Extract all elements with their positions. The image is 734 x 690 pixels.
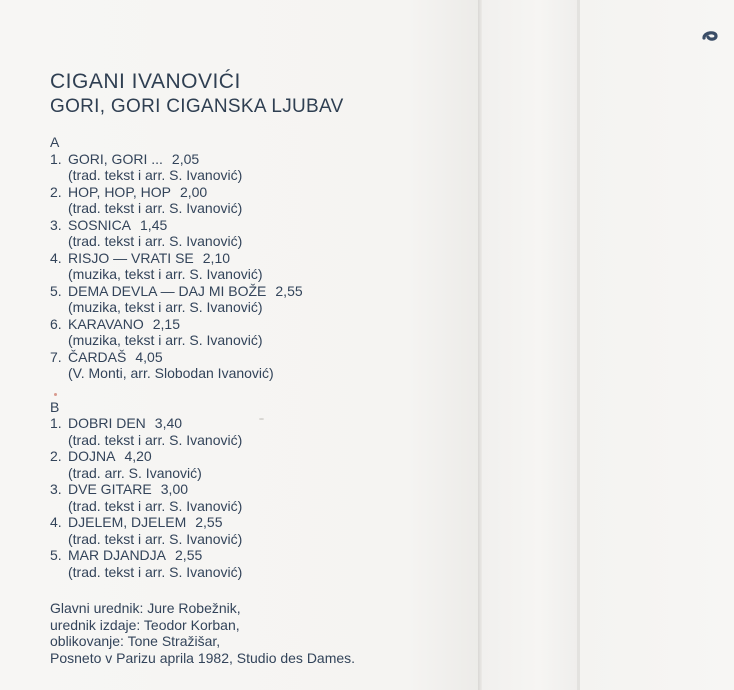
track-number: 2.	[50, 448, 62, 464]
track-number: 2.	[50, 183, 62, 200]
track-credit: (trad. tekst i arr. S. Ivanović)	[68, 431, 243, 448]
track-duration: 3,40	[154, 415, 183, 431]
track-duration: 4,20	[124, 448, 152, 464]
side-label: A	[50, 134, 60, 150]
track-title: HOP, HOP, HOP	[68, 183, 171, 200]
track-duration: 2,55	[275, 282, 303, 299]
footer-line: urednik izdaje: Teodor Korban,	[50, 616, 240, 633]
track-credit: (trad. tekst i arr. S. Ivanović)	[68, 167, 243, 183]
track-title: ČARDAŠ	[68, 348, 127, 365]
side-label: B	[50, 398, 60, 415]
curl-mark-icon	[700, 24, 720, 44]
track-credit: (trad. tekst i arr. S. Ivanović)	[68, 530, 243, 547]
track-line	[50, 481, 470, 498]
track-title: MAR DJANDJA	[68, 547, 167, 563]
footer-line: Posneto v Parizu aprila 1982, Studio des Dames.	[50, 649, 356, 666]
album-artist: CIGANI IVANOVIĆI	[50, 70, 241, 93]
track-title: DEMA DEVLA — DAJ MI BOŽE	[68, 282, 267, 299]
insert-flap-panel	[580, 0, 734, 690]
track-title: DJELEM, DJELEM	[68, 514, 187, 530]
footer-line: oblikovanje: Tone Stražišar,	[50, 633, 221, 649]
credits-footer	[50, 600, 355, 666]
track-credit: (trad. arr. S. Ivanović)	[68, 464, 202, 481]
track-title: RISJO — VRATI SE	[68, 249, 194, 266]
track-number: 4.	[50, 249, 62, 266]
track-item	[50, 481, 470, 514]
track-number: 6.	[50, 315, 62, 332]
track-item	[50, 283, 470, 316]
insert-spine-panel	[482, 0, 578, 690]
track-credit: (V. Monti, arr. Slobodan Ivanović)	[68, 365, 274, 381]
track-duration: 3,00	[160, 481, 189, 497]
track-line	[50, 547, 470, 564]
track-duration: 2,55	[195, 514, 223, 530]
track-line	[50, 514, 470, 531]
track-item	[50, 184, 470, 217]
track-line	[50, 415, 470, 432]
track-item	[50, 217, 470, 250]
track-number: 5.	[50, 282, 62, 299]
footer-line: Glavni urednik: Jure Robežnik,	[50, 600, 241, 616]
track-number: 1.	[50, 150, 62, 167]
track-line	[50, 316, 470, 333]
track-line	[50, 349, 470, 366]
track-line	[50, 151, 470, 168]
track-number: 4.	[50, 514, 62, 530]
track-credit: (trad. tekst i arr. S. Ivanović)	[68, 233, 243, 249]
track-credit: (muzika, tekst i arr. S. Ivanović)	[68, 266, 263, 282]
track-title: DVE GITARE	[68, 481, 152, 497]
track-item	[50, 250, 470, 283]
track-number: 5.	[50, 547, 62, 563]
track-credit: (trad. tekst i arr. S. Ivanović)	[68, 497, 243, 514]
track-title: KARAVANO	[68, 315, 144, 332]
track-line	[50, 250, 470, 267]
track-duration: 2,10	[202, 249, 231, 266]
track-title: DOBRI DEN	[68, 415, 146, 431]
track-item	[50, 547, 470, 580]
track-item	[50, 448, 470, 481]
track-number: 3.	[50, 481, 62, 497]
track-title: DOJNA	[68, 448, 116, 464]
track-item	[50, 316, 470, 349]
track-duration: 2,15	[152, 315, 180, 332]
track-credit: (muzika, tekst i arr. S. Ivanović)	[68, 299, 263, 315]
track-duration: 2,55	[175, 547, 203, 563]
track-number: 7.	[50, 348, 62, 365]
track-credit: (trad. tekst i arr. S. Ivanović)	[68, 200, 243, 216]
track-item	[50, 349, 470, 382]
track-number: 3.	[50, 216, 62, 233]
track-duration: 2,00	[179, 183, 208, 200]
track-credit: (trad. tekst i arr. S. Ivanović)	[68, 563, 243, 580]
tracklist	[50, 134, 470, 580]
track-duration: 4,05	[135, 348, 163, 365]
track-duration: 2,05	[171, 150, 200, 167]
track-line	[50, 217, 470, 234]
track-line	[50, 448, 470, 465]
album-title: GORI, GORI CIGANSKA LJUBAV	[50, 96, 344, 117]
track-item	[50, 151, 470, 184]
track-line	[50, 283, 470, 300]
track-title: GORI, GORI ...	[68, 150, 163, 167]
track-title: SOSNICA	[68, 216, 132, 233]
track-credit: (muzika, tekst i arr. S. Ivanović)	[68, 332, 263, 348]
track-item	[50, 514, 470, 547]
track-line	[50, 184, 470, 201]
track-duration: 1,45	[140, 216, 168, 233]
side-divider	[50, 382, 470, 399]
track-number: 1.	[50, 415, 62, 431]
track-item	[50, 415, 470, 448]
